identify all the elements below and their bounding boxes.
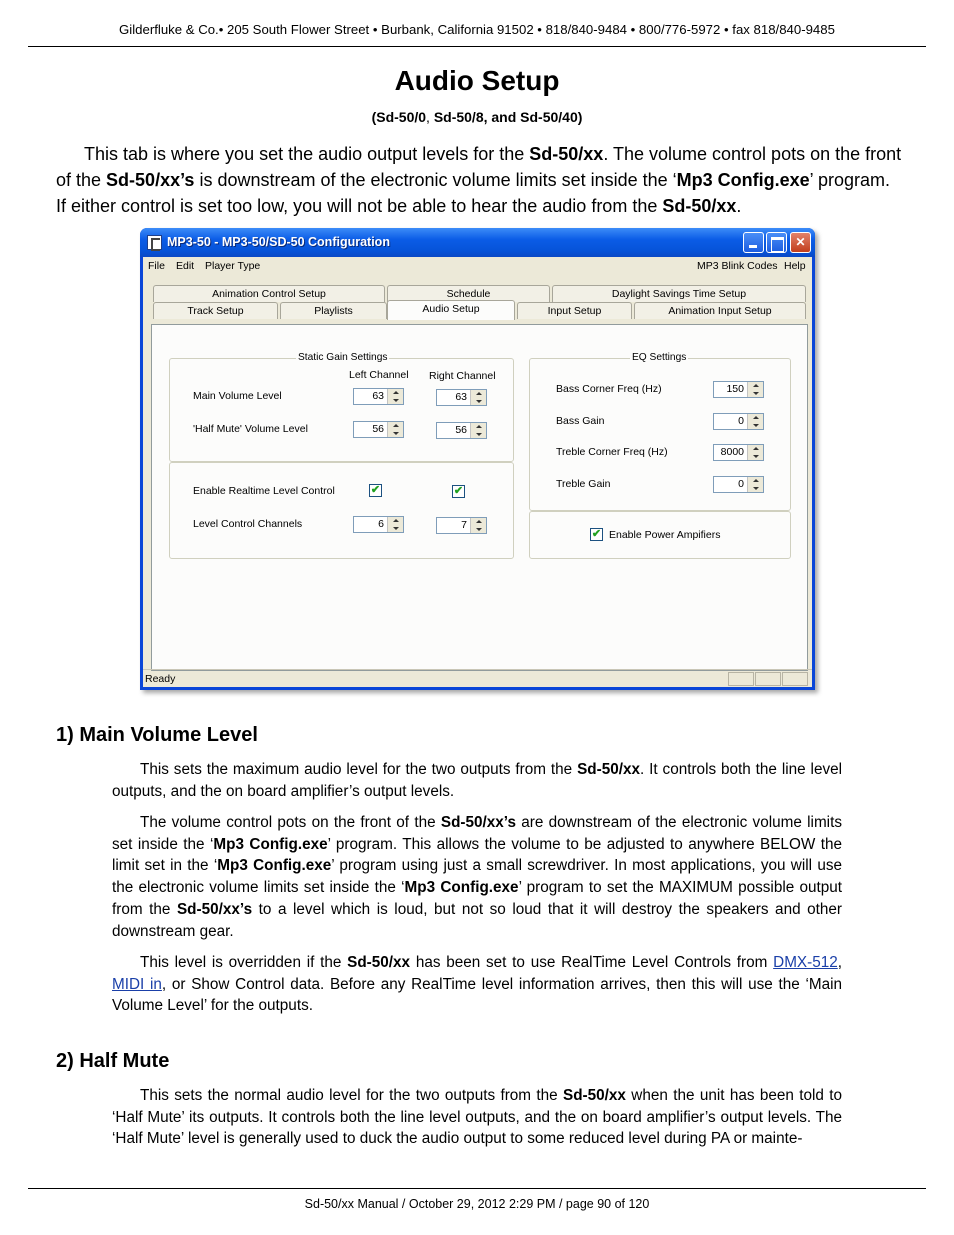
program-name: Mp3 Config.exe: [404, 879, 519, 897]
text: ’ program using just a small screwdriver. In most applications, you will use the electronic volume limits set inside the ‘: [112, 857, 842, 897]
spinner-value: 63: [455, 391, 467, 403]
tab-schedule[interactable]: Schedule: [387, 285, 550, 302]
half-mute-paragraph-1: [112, 1085, 842, 1150]
treble-corner-spinner[interactable]: [713, 444, 764, 461]
channels-right-spinner[interactable]: [436, 517, 487, 534]
spinner-arrows-icon[interactable]: [387, 389, 403, 404]
product-name: Sd-50/xx: [577, 761, 641, 778]
text: is downstream of the electronic volume limits set inside the ‘: [194, 170, 677, 190]
program-name: Mp3 Config.exe: [217, 857, 332, 875]
page-footer: Sd-50/xx Manual / October 29, 2012 2:29 PM / page 90 of 120: [304, 1197, 650, 1211]
realtime-right-checkbox[interactable]: ✔: [453, 485, 464, 497]
spinner-value: 6: [378, 518, 384, 530]
spinner-value: 56: [455, 424, 467, 436]
window-titlebar[interactable]: [140, 228, 815, 257]
menu-file[interactable]: File: [148, 260, 165, 272]
text: when the unit has been told to ‘Half Mute’ its outputs. It controls both the line level outputs, and the on board amplifier’s output levels. The ‘Half Mute’ level is generally used to duck the audio output to some reduced level during PA or mainte-: [112, 1087, 842, 1148]
channels-left-spinner[interactable]: [353, 516, 404, 533]
half-mute-left-spinner[interactable]: [353, 421, 404, 438]
bass-corner-spinner[interactable]: [713, 381, 764, 398]
spinner-arrows-icon[interactable]: [747, 477, 763, 492]
text: ’ program to set the MAXIMUM possible output from the: [112, 879, 842, 918]
window-client-area: [143, 257, 812, 687]
product-name: Sd-50/xx: [662, 196, 737, 216]
spinner-value: 150: [726, 383, 744, 395]
product-name: Sd-50/xx: [563, 1087, 626, 1104]
right-channel-header: Right Channel: [429, 370, 496, 382]
eq-settings-group: [529, 352, 791, 511]
tab-playlists[interactable]: Playlists: [280, 302, 387, 319]
treble-gain-spinner[interactable]: [713, 476, 764, 493]
dmx-512-link[interactable]: DMX-512: [773, 954, 838, 971]
minimize-button[interactable]: [743, 232, 764, 253]
close-icon: ✕: [795, 235, 806, 249]
main-volume-paragraph-2: [112, 812, 842, 942]
main-volume-paragraph-1: [112, 759, 842, 802]
header-rule: [28, 46, 926, 47]
text: are downstream of the electronic volume limits set inside the ‘: [112, 814, 842, 853]
text: This sets the normal audio level for the two outputs from the: [140, 1087, 564, 1104]
text: . The volume control pots on the front of the: [56, 144, 902, 190]
realtime-left-checkbox[interactable]: ✔: [370, 484, 381, 496]
text: ,: [837, 954, 842, 971]
text: This level is overridden if the: [140, 954, 348, 971]
main-volume-paragraph-3: [112, 952, 842, 1017]
main-volume-right-spinner[interactable]: [436, 389, 487, 406]
left-channel-header: Left Channel: [349, 369, 409, 381]
main-volume-left-spinner[interactable]: [353, 388, 404, 405]
spinner-value: 0: [738, 415, 744, 427]
static-gain-group: [169, 352, 514, 462]
spinner-value: 63: [372, 390, 384, 402]
footer-rule: [28, 1188, 926, 1189]
power-amp-checkbox[interactable]: ✔: [591, 528, 602, 540]
close-button[interactable]: [790, 232, 811, 253]
spinner-value: 56: [372, 423, 384, 435]
treble-corner-label: Treble Corner Freq (Hz): [556, 446, 668, 458]
status-text: Ready: [145, 673, 176, 685]
window-title: MP3-50 - MP3-50/SD-50 Configuration: [167, 235, 390, 249]
spinner-arrows-icon[interactable]: [470, 390, 486, 405]
spinner-arrows-icon[interactable]: [387, 517, 403, 532]
text: This tab is where you set the audio output levels for the: [84, 144, 530, 164]
spinner-arrows-icon[interactable]: [747, 414, 763, 429]
subtitle-part-1: (Sd-50/0: [371, 109, 427, 125]
product-name: Sd-50/xx’s: [106, 170, 195, 190]
intro-paragraph: [56, 141, 902, 219]
spinner-value: 0: [738, 478, 744, 490]
page-title: Audio Setup: [394, 65, 560, 96]
tab-track-setup[interactable]: Track Setup: [153, 302, 278, 319]
program-name: Mp3 Config.exe: [676, 170, 810, 190]
text: ’ program. If either control is set too low, you will not be able to hear the audio from the: [56, 170, 891, 216]
subtitle-part-2: Sd-50/8, and Sd-50/40): [433, 109, 583, 125]
product-name: Sd-50/xx: [347, 954, 411, 971]
status-pane: [782, 672, 808, 686]
app-icon: [147, 235, 162, 250]
power-amp-label: Enable Power Ampifiers: [609, 529, 721, 541]
static-gain-title: Static Gain Settings: [298, 352, 388, 363]
spinner-arrows-icon[interactable]: [747, 445, 763, 460]
treble-gain-label: Treble Gain: [556, 478, 611, 490]
power-amp-group: [529, 511, 791, 559]
half-mute-right-spinner[interactable]: [436, 422, 487, 439]
bass-gain-spinner[interactable]: [713, 413, 764, 430]
menu-player-type[interactable]: Player Type: [205, 260, 261, 272]
tab-daylight-savings[interactable]: Daylight Savings Time Setup: [552, 285, 806, 302]
tab-input-setup[interactable]: Input Setup: [517, 302, 632, 319]
product-name: Sd-50/xx: [529, 144, 604, 164]
status-pane: [755, 672, 781, 686]
status-bar: [143, 669, 812, 687]
tab-animation-input-setup[interactable]: Animation Input Setup: [634, 302, 806, 319]
tab-control: [151, 285, 808, 671]
menu-edit[interactable]: Edit: [176, 260, 195, 272]
text: . It controls both the line level outputs, and the on board amplifier’s output levels.: [112, 761, 843, 800]
spinner-arrows-icon[interactable]: [470, 518, 486, 533]
menu-help[interactable]: Help: [784, 260, 806, 272]
tab-animation-control-setup[interactable]: Animation Control Setup: [153, 285, 385, 302]
page-header: Gilderfluke & Co.• 205 South Flower Street • Burbank, California 91502 • 818/840-9484 • 800/776-5972 • fax 818/840-9485: [119, 22, 835, 37]
spinner-value: 7: [461, 519, 467, 531]
text: ’ program. This allows the volume to be adjusted to anywhere BELOW the limit set in the ‘: [112, 835, 842, 875]
maximize-button[interactable]: [766, 232, 787, 253]
text: has been set to use RealTime Level Controls from: [410, 954, 774, 971]
status-pane: [728, 672, 754, 686]
tab-audio-setup[interactable]: Audio Setup: [387, 300, 515, 320]
text: , or Show Control data. Before any RealTime level information arrives, then this will use the ‘Main Volume Level’ for the outputs.: [112, 975, 842, 1015]
bass-gain-label: Bass Gain: [556, 415, 605, 427]
main-volume-label: Main Volume Level: [193, 390, 282, 402]
product-name: Sd-50/xx’s: [176, 900, 253, 918]
page-subtitle: [0, 109, 954, 125]
half-mute-label: 'Half Mute' Volume Level: [193, 423, 308, 435]
program-name: Mp3 Config.exe: [213, 835, 328, 853]
bass-corner-label: Bass Corner Freq (Hz): [556, 383, 662, 395]
subtitle-sep: ,: [426, 109, 434, 125]
realtime-level-label: Enable Realtime Level Control: [193, 485, 335, 497]
text: The volume control pots on the front of the: [140, 814, 441, 831]
midi-in-link[interactable]: MIDI in: [112, 975, 162, 993]
menu-blink-codes[interactable]: MP3 Blink Codes: [697, 260, 778, 272]
product-name: Sd-50/xx’s: [440, 814, 516, 831]
section-heading-half-mute: 2) Half Mute: [56, 1050, 170, 1072]
text: .: [736, 196, 742, 216]
text: This sets the maximum audio level for the two outputs from the: [140, 761, 578, 778]
section-heading-main-volume: 1) Main Volume Level: [56, 724, 258, 746]
config-window: [140, 228, 815, 690]
realtime-level-group: [169, 462, 514, 559]
menu-bar: [143, 257, 812, 275]
audio-setup-panel: [151, 324, 808, 671]
spinner-arrows-icon[interactable]: [747, 382, 763, 397]
spinner-value: 8000: [720, 446, 744, 458]
spinner-arrows-icon[interactable]: [470, 423, 486, 438]
level-channels-label: Level Control Channels: [193, 518, 303, 530]
text: to a level which is loud, but not so loud that it will destroy the speakers and other downstream gear.: [112, 900, 842, 940]
eq-settings-title: EQ Settings: [632, 352, 687, 363]
spinner-arrows-icon[interactable]: [387, 422, 403, 437]
